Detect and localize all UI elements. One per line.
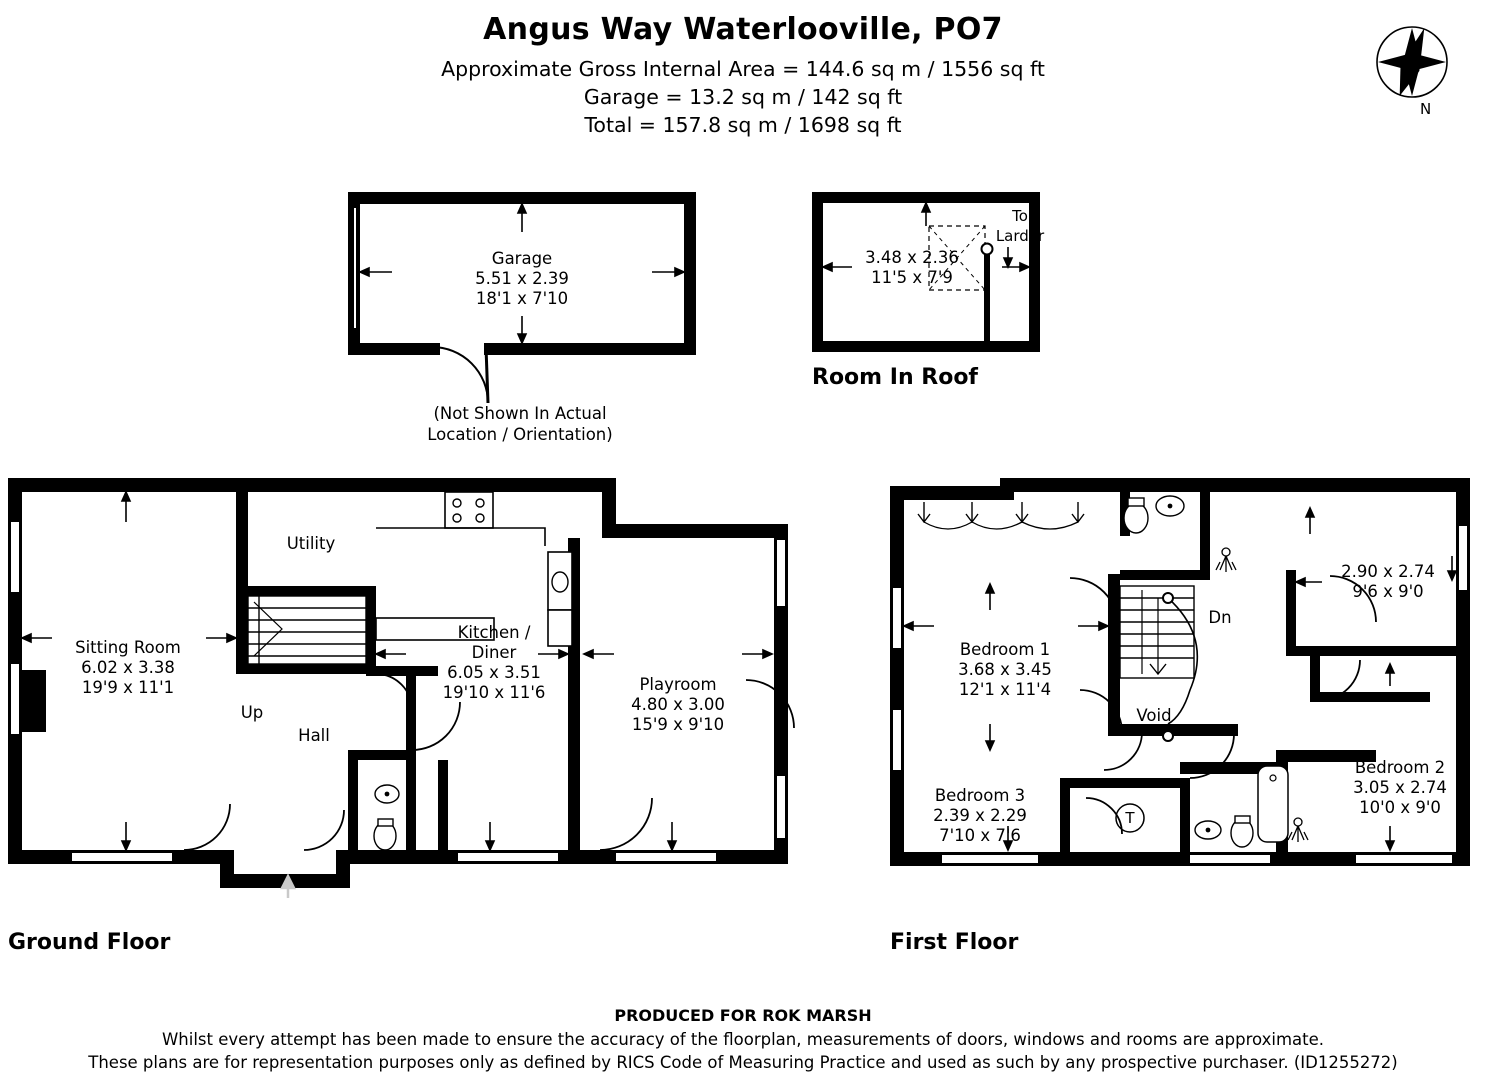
footer-disclaimer-line-2: These plans are for representation purposes only as defined by RICS Code of Measuring Practice and used as such by any prospective purchaser. (ID1255272) (88, 1053, 1398, 1072)
ff-stairs-down-label: Dn (1208, 608, 1232, 627)
gf-kitchen-diner-label: Kitchen / Diner 6.05 x 3.51 19'10 x 11'6 (442, 623, 546, 702)
garage-area-text: Garage = 13.2 sq m / 142 sq ft (583, 85, 903, 109)
ff-bedroom4-label: 2.90 x 2.74 9'6 x 9'0 (1341, 562, 1435, 601)
ff-bedroom2-label: Bedroom 2 3.05 x 2.74 10'0 x 9'0 (1353, 758, 1447, 817)
gross-internal-area-text: Approximate Gross Internal Area = 144.6 sq m / 1556 sq ft (441, 57, 1045, 81)
to-larder-label: To Larder (995, 207, 1045, 245)
room-in-roof-plan (812, 192, 1045, 352)
compass-north-label: N (1420, 100, 1432, 118)
total-area-text: Total = 157.8 sq m / 1698 sq ft (584, 113, 902, 137)
footer (0, 1006, 1486, 1074)
page-title: Angus Way Waterlooville, PO7 (483, 12, 1003, 47)
gf-utility-label: Utility (286, 534, 336, 553)
garage-location-note: (Not Shown In Actual Location / Orientation) (427, 404, 613, 444)
ff-bedroom1-label: Bedroom 1 3.68 x 3.45 12'1 x 11'4 (958, 640, 1052, 699)
roof-dimension-label: 3.48 x 2.36 11'5 x 7'9 (865, 248, 959, 287)
garage-plan (348, 192, 696, 355)
first-floor-title: First Floor (890, 930, 1019, 955)
ff-tank-label: T (1125, 809, 1135, 827)
gf-sitting-room-label: Sitting Room 6.02 x 3.38 19'9 x 11'1 (75, 638, 181, 697)
compass-rose (1374, 18, 1454, 118)
ff-void-label: Void (1136, 706, 1172, 725)
first-floor-plan (890, 478, 1480, 898)
garage-label: Garage 5.51 x 2.39 18'1 x 7'10 (475, 249, 569, 308)
room-in-roof-title: Room In Roof (812, 365, 978, 390)
ground-floor-title: Ground Floor (8, 930, 171, 955)
gf-hall-label: Hall (298, 726, 330, 745)
gf-playroom-label: Playroom 4.80 x 3.00 15'9 x 9'10 (631, 675, 725, 734)
ground-floor-plan (8, 478, 818, 898)
garage-door-swing-icon (430, 345, 540, 405)
footer-produced-for: PRODUCED FOR ROK MARSH (614, 1006, 872, 1025)
ff-bedroom3-label: Bedroom 3 2.39 x 2.29 7'10 x 7'6 (933, 786, 1027, 845)
gf-stairs-up-label: Up (240, 703, 264, 722)
footer-disclaimer-line-1: Whilst every attempt has been made to ensure the accuracy of the floorplan, measurements of doors, windows and rooms are approximate. (161, 1030, 1325, 1049)
